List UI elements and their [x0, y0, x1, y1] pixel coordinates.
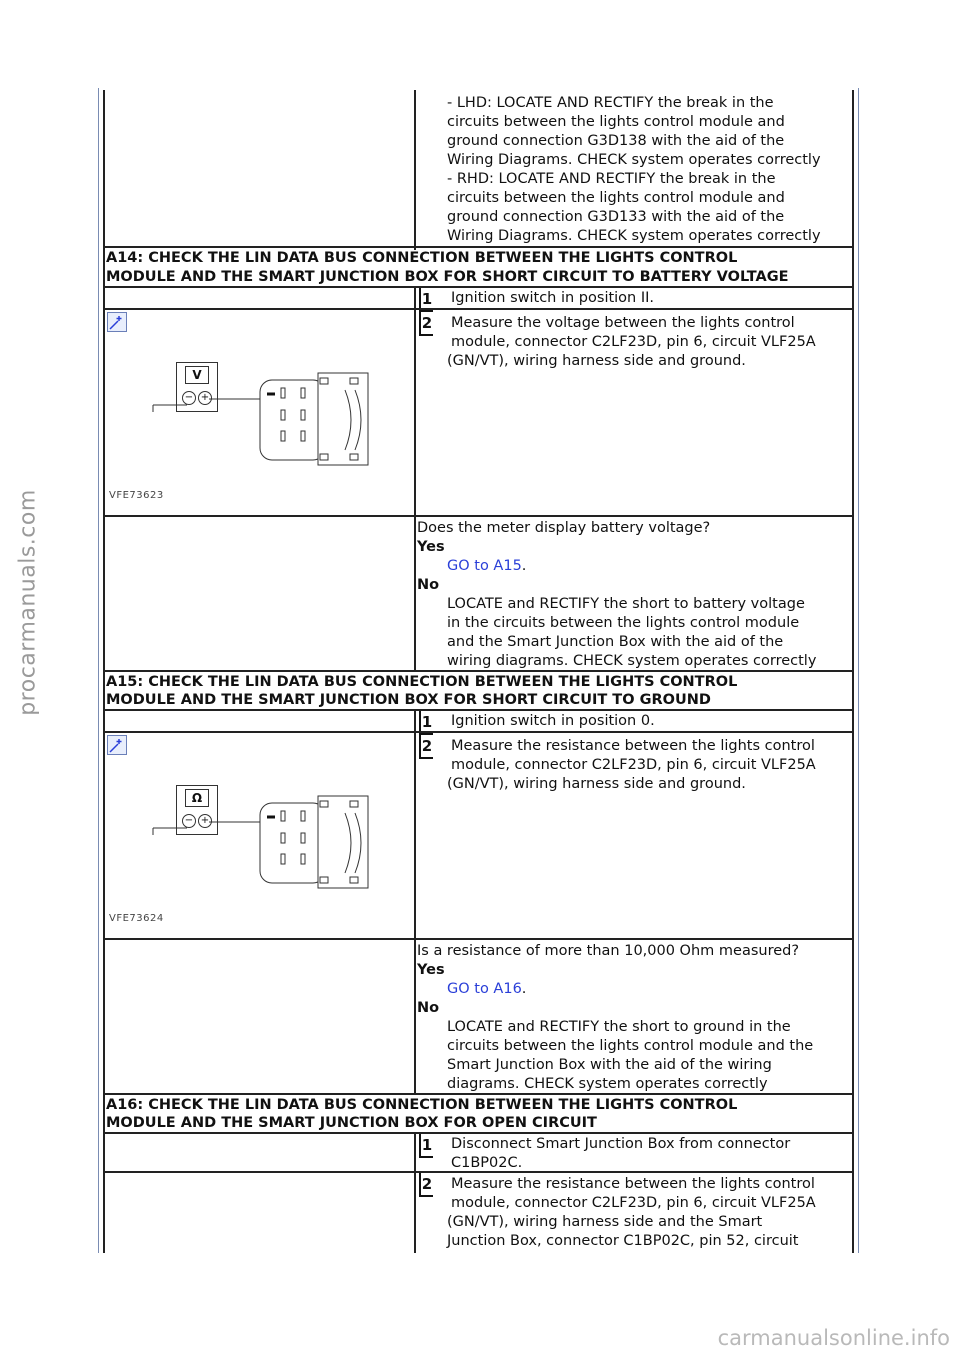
meter-plus-terminal: +: [198, 391, 212, 405]
a14-figure: [105, 310, 413, 515]
a14-title-line1: A14: CHECK THE LIN DATA BUS CONNECTION BETWEEN THE LIGHTS CONTROL: [106, 250, 738, 266]
a14-question: Does the meter display battery voltage?: [417, 520, 711, 536]
footer-watermark: carmanualsonline.info: [717, 1326, 950, 1350]
a15-title-line1: A15: CHECK THE LIN DATA BUS CONNECTION BETWEEN THE LIGHTS CONTROL: [106, 674, 738, 690]
col-divider: [414, 938, 416, 1095]
a16-step2-line: (GN/VT), wiring harness side and the Smart: [447, 1214, 763, 1230]
a15-yes-label: Yes: [417, 962, 445, 978]
a14-wiring-diagram: [105, 310, 413, 515]
a16-step2-line: Junction Box, connector C1BP02C, pin 52, circuit: [447, 1233, 799, 1249]
a16-title-line2: MODULE AND THE SMART JUNCTION BOX FOR OPEN CIRCUIT: [106, 1115, 597, 1131]
meter-minus-terminal: −: [182, 814, 196, 828]
side-watermark-text: procarmanuals.com: [15, 489, 41, 716]
row-border: [103, 515, 854, 517]
a15-no-line: Smart Junction Box with the aid of the wiring: [447, 1057, 772, 1073]
a14-yes-answer: GO to A15.: [447, 558, 527, 574]
a15-no-line: LOCATE and RECTIFY the short to ground in the: [447, 1019, 791, 1035]
a16-step2-line: Measure the resistance between the lights control: [451, 1176, 815, 1192]
meter-minus-terminal: −: [182, 391, 196, 405]
a15-figure-id: VFE73624: [109, 913, 164, 924]
go-to-a15-link[interactable]: GO to A15: [447, 558, 522, 574]
text-line: - RHD: LOCATE AND RECTIFY the break in the: [447, 171, 776, 187]
a15-title-line2: MODULE AND THE SMART JUNCTION BOX FOR SHORT CIRCUIT TO GROUND: [106, 692, 711, 708]
a15-step1-text: Ignition switch in position 0.: [451, 713, 655, 729]
a14-step2-line: Measure the voltage between the lights control: [451, 315, 795, 331]
a15-yes-answer: GO to A16.: [447, 981, 527, 997]
text-line: Wiring Diagrams. CHECK system operates correctly: [447, 228, 821, 244]
text-line: Wiring Diagrams. CHECK system operates correctly: [447, 152, 821, 168]
text-line: - LHD: LOCATE AND RECTIFY the break in the: [447, 95, 774, 111]
a14-no-line: LOCATE and RECTIFY the short to battery voltage: [447, 596, 805, 612]
a16-step1-line: C1BP02C.: [451, 1155, 523, 1171]
meter-plus-terminal: +: [198, 814, 212, 828]
a16-step1-number: 1: [419, 1134, 433, 1158]
side-watermark: [8, 430, 48, 790]
text-line: circuits between the lights control module and: [447, 114, 785, 130]
a15-no-line: diagrams. CHECK system operates correctly: [447, 1076, 768, 1092]
meter-symbol: V: [185, 366, 209, 384]
a14-step1-number: 1: [419, 288, 433, 312]
a14-step1-text: Ignition switch in position II.: [451, 290, 655, 306]
row-border: [103, 1171, 854, 1173]
a14-yes-label: Yes: [417, 539, 445, 555]
a14-title-line2: MODULE AND THE SMART JUNCTION BOX FOR SHORT CIRCUIT TO BATTERY VOLTAGE: [106, 269, 789, 285]
a14-step2-line: (GN/VT), wiring harness side and ground.: [447, 353, 746, 369]
a14-figure-id: VFE73623: [109, 490, 164, 501]
a16-title-line1: A16: CHECK THE LIN DATA BUS CONNECTION BETWEEN THE LIGHTS CONTROL: [106, 1097, 738, 1113]
a15-step2-line: module, connector C2LF23D, pin 6, circuit VLF25A: [451, 757, 816, 773]
col-divider: [414, 1132, 416, 1253]
row-border: [103, 938, 854, 940]
row-border: [103, 1093, 854, 1095]
col-divider: [414, 286, 416, 518]
right-margin-line: [858, 88, 859, 1253]
a15-step2-line: Measure the resistance between the lights control: [451, 738, 815, 754]
row-border: [103, 286, 854, 288]
a15-no-label: No: [417, 1000, 440, 1016]
a14-no-line: in the circuits between the lights control module: [447, 615, 800, 631]
row-border: [103, 709, 854, 711]
a15-figure: [105, 733, 413, 938]
a15-wiring-diagram: [105, 733, 413, 938]
col-divider: [414, 515, 416, 672]
a15-step2-line: (GN/VT), wiring harness side and ground.: [447, 776, 746, 792]
a16-step2-number: 2: [419, 1173, 433, 1197]
row-border: [103, 670, 854, 672]
text-line: circuits between the lights control module and: [447, 190, 785, 206]
row-border: [103, 246, 854, 248]
a16-step1-line: Disconnect Smart Junction Box from connector: [451, 1136, 791, 1152]
a15-step2-number: 2: [419, 735, 433, 759]
a16-step2-line: module, connector C2LF23D, pin 6, circuit VLF25A: [451, 1195, 816, 1211]
row-border: [103, 1132, 854, 1134]
a14-step2-number: 2: [419, 312, 433, 336]
col-divider: [414, 709, 416, 941]
a14-step2-line: module, connector C2LF23D, pin 6, circuit VLF25A: [451, 334, 816, 350]
text-line: ground connection G3D133 with the aid of the: [447, 209, 785, 225]
col-divider: [414, 90, 416, 250]
text-line: ground connection G3D138 with the aid of the: [447, 133, 785, 149]
a15-step1-number: 1: [419, 711, 433, 735]
go-to-a16-link[interactable]: GO to A16: [447, 981, 522, 997]
a15-question: Is a resistance of more than 10,000 Ohm measured?: [417, 943, 800, 959]
left-margin-line: [98, 88, 99, 1253]
a14-no-line: and the Smart Junction Box with the aid of the: [447, 634, 784, 650]
a14-no-label: No: [417, 577, 440, 593]
a15-no-line: circuits between the lights control module and the: [447, 1038, 814, 1054]
a14-no-line: wiring diagrams. CHECK system operates correctly: [447, 653, 817, 669]
meter-symbol: Ω: [185, 789, 209, 807]
